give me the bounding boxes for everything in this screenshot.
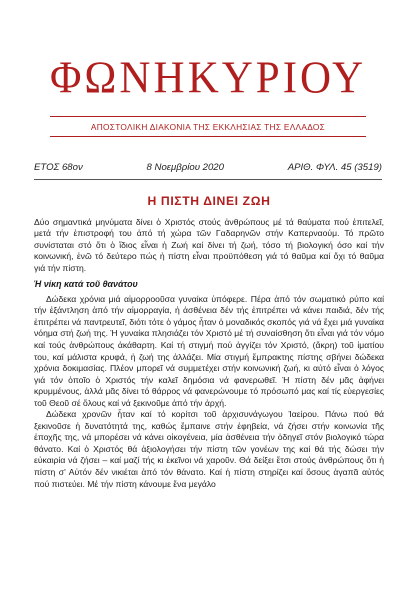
- article-intro: Δύο σημαντικά μηνύματα δίνει ὁ Χριστός στούς ἀνθρώπους μέ τά θαύματα πού ἐπιτελεῖ, μετά τήν ἐπιστροφή του ἀπό τή χώρα τῶν Γαδαρηνῶν στήν Καπερναούμ. Τό πρῶτο συνίσταται στό ὅτι ὁ ἴδιος εἶναι ἡ Ζωή καί δίνει τή ζωή, τόσο τή βιολογική όσο καί τήν κοινωνική, ἐνῶ τό δεύτερο πώς ἡ πίστη εἶναι προϋπόθεση γιά τό θαῦμα καί ὄχι τό θαῦμα γιά τήν πίστη.: [34, 216, 384, 273]
- masthead-title-right: ΚΥΡΙΟΥ: [187, 53, 366, 103]
- issue-date: 8 Νοεμβρίου 2020: [146, 161, 224, 173]
- article-subheading: Ἡ νίκη κατά τοῦ θανάτου: [34, 279, 138, 290]
- issue-info: [34, 160, 382, 174]
- masthead-subtitle: ΑΠΟΣΤΟΛΙΚΗ ΔΙΑΚΟΝΙΑ ΤΗΣ ΕΚΚΛΗΣΙΑΣ ΤΗΣ ΕΛΛΑΔΟΣ: [90, 121, 326, 132]
- issue-year: ΕΤΟΣ 68ον: [34, 161, 83, 173]
- issue-number: ΑΡΙΘ. ΦΥΛ. 45 (3519): [287, 161, 382, 173]
- masthead-subtitle-bar: [50, 116, 366, 137]
- masthead: [0, 0, 416, 150]
- article-paragraph: Δώδεκα χρόνια μιά αἱμορροοῦσα γυναίκα ὑπόφερε. Πέρα ἀπό τόν σωματικό ρύπο καί τήν ἐξάντληση ἀπό τήν αἱμορραγία, ἡ ἀσθένεια δέν τής ἐπιτρέπει νά κάνει παιδιά, δέν τής ἐπιτρέπει νά παντρευτεῖ, διότι τότε ὁ γάμος ἦταν ὁ μοναδικός σκοπός γιά νά ἔχει μιά γυναίκα νόημα στή ζωή της. Ἡ γυναίκα πλησιάζει τόν Χριστό μέ τή συναίσθηση ὅτι εἶναι γιά τόν νόμο καί τούς ἀνθρώπους ἀκάθαρτη. Καί τή στιγμή πού ἀγγίζει τόν Χριστό, (ἄκρη) τοῦ ἱματίου του, καί μάλιστα κρυφά, ἡ ζωή της ἀλλάζει. Μία στιγμή ἔμπρακτης πίστης σβήνει δώδεκα χρόνια δοκιμασίας. Πλέον μπορεῖ νά συμμετέχει στήν κοινωνική ζωή, κι αὐτό εἶναι ὁ λόγος γιά τόν ὁποῖο ὁ Χριστός τήν καλεῖ δημόσια νά φανερωθεῖ. Ἡ πίστη δέν μᾶς ἀφήνει κρυμμένους, ἀλλά μᾶς δίνει τό θάρρος νά φανερώνουμε τό πρόσωπό μας καί τίς εὐεργεσίες τοῦ Θεοῦ σέ ὅλους καί νά ξεκινοῦμε ἀπό τήν ἀρχή.: [34, 293, 384, 408]
- masthead-title: [50, 48, 366, 108]
- divider: [34, 179, 382, 180]
- article-title: Η ΠΙΣΤΗ ΔΙΝΕΙ ΖΩΗ: [147, 194, 271, 208]
- article-paragraph: Δώδεκα χρονῶν ἦταν καί τό κορίτσι τοῦ ἀρχισυνάγωγου Ἰαείρου. Πάνω πού θά ξεκινοῦσε ἡ δυνατότητά της, καθώς ἔμπαινε στήν ἐφηβεία, νά ζήσει στήν κοινωνία τῆς ἐποχῆς της, νά μπορέσει νά κάνει οἰκογένεια, μία ἀσθένεια τήν ὁδηγεῖ στόν βιολογικό τώρα θάνατο. Καί ὁ Χριστός θά ἀξιολογήσει τήν πίστη τῶν γονέων της καί θά τής δώσει τήν εὐκαιρία νά ζήσει – καί μαζί τής κι ἐκεῖνοι νά χαροῦν. Θά δείξει ἔτσι στούς ἀνθρώπους ὅτι ἡ πίστη σ' Αὐτόν δέν νικιέται ἀπό τόν θάνατο. Καί ἡ πίστη στηρίζει καί ὅσους ἀγαπᾶ αὐτός πού πιστεύει. Μέ τήν πίστη κάνουμε ἕνα μεγάλο: [34, 409, 384, 489]
- article: [34, 196, 384, 490]
- masthead-title-left: ΦΩΝΗ: [50, 53, 188, 103]
